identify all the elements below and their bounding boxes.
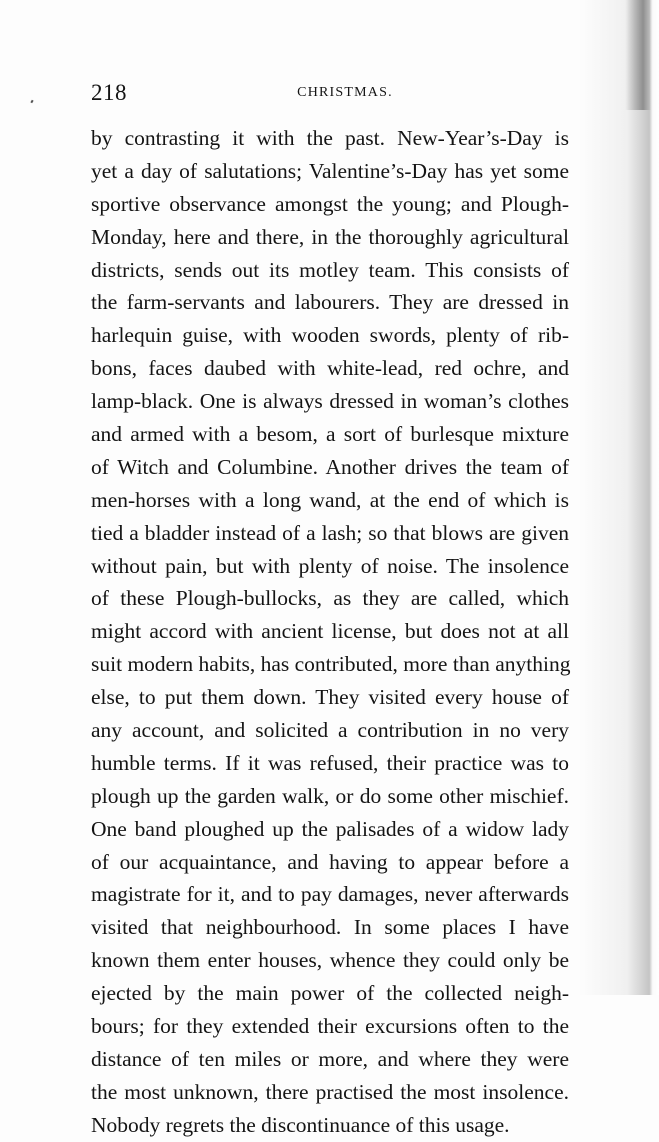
- text-line: else, to put them down. They visited every house of: [91, 685, 569, 710]
- text-line: without pain, but with plenty of noise. The insolence: [91, 553, 569, 578]
- text-line: yet a day of salutations; Valentine’s-Day has yet some: [91, 158, 569, 183]
- text-line: by contrasting it with the past. New-Year’s-Day is: [91, 126, 569, 150]
- text-line: districts, sends out its motley team. This consists of: [91, 257, 569, 282]
- text-line: any account, and solicited a contribution in no very: [91, 718, 569, 743]
- text-line: magistrate for it, and to pay damages, never afterwards: [91, 882, 569, 907]
- text-line: lamp-black. One is always dressed in woman’s clothes: [91, 389, 569, 414]
- text-line: of these Plough-bullocks, as they are called, which: [91, 586, 569, 611]
- text-line: of our acquaintance, and having to appear before a: [91, 849, 569, 874]
- text-line: ejected by the main power of the collected neigh-: [91, 981, 569, 1006]
- text-line: One band ploughed up the palisades of a widow lady: [91, 816, 569, 841]
- text-line: men-horses with a long wand, at the end of which is: [91, 487, 569, 512]
- stray-ink-mark: [30, 100, 33, 104]
- text-line: suit modern habits, has contributed, more than anything: [91, 652, 571, 677]
- page-edge-stain: [625, 0, 651, 110]
- text-line: visited that neighbourhood. In some places I have: [91, 915, 569, 940]
- page-header: [91, 80, 569, 110]
- text-line: the most unknown, there practised the most insolence.: [91, 1079, 569, 1104]
- running-head: CHRISTMAS.: [297, 85, 393, 100]
- text-line: known them enter houses, whence they could only be: [91, 948, 569, 973]
- body-text: [91, 122, 569, 1142]
- page-binding-shadow: [579, 0, 659, 995]
- page-number: 218: [91, 80, 127, 105]
- text-line: the farm-servants and labourers. They are dressed in: [91, 290, 569, 315]
- text-line: might accord with ancient license, but does not at all: [91, 619, 569, 644]
- text-line: plough up the garden walk, or do some other mischief.: [91, 783, 569, 808]
- text-line: bons, faces daubed with white-lead, red ochre, and: [91, 356, 569, 381]
- text-line: sportive observance amongst the young; and Plough-: [91, 191, 569, 216]
- text-line: Nobody regrets the discontinuance of this usage.: [91, 1112, 510, 1137]
- text-line: tied a bladder instead of a lash; so that blows are given: [91, 520, 569, 545]
- text-line: humble terms. If it was refused, their practice was to: [91, 750, 569, 775]
- text-line: and armed with a besom, a sort of burlesque mixture: [91, 422, 569, 447]
- text-line: Monday, here and there, in the thoroughly agricultural: [91, 224, 569, 249]
- text-line: distance of ten miles or more, and where they were: [91, 1046, 569, 1071]
- text-line: of Witch and Columbine. Another drives the team of: [91, 454, 569, 479]
- text-line: bours; for they extended their excursions often to the: [91, 1014, 569, 1039]
- text-line: harlequin guise, with wooden swords, plenty of rib-: [91, 323, 569, 348]
